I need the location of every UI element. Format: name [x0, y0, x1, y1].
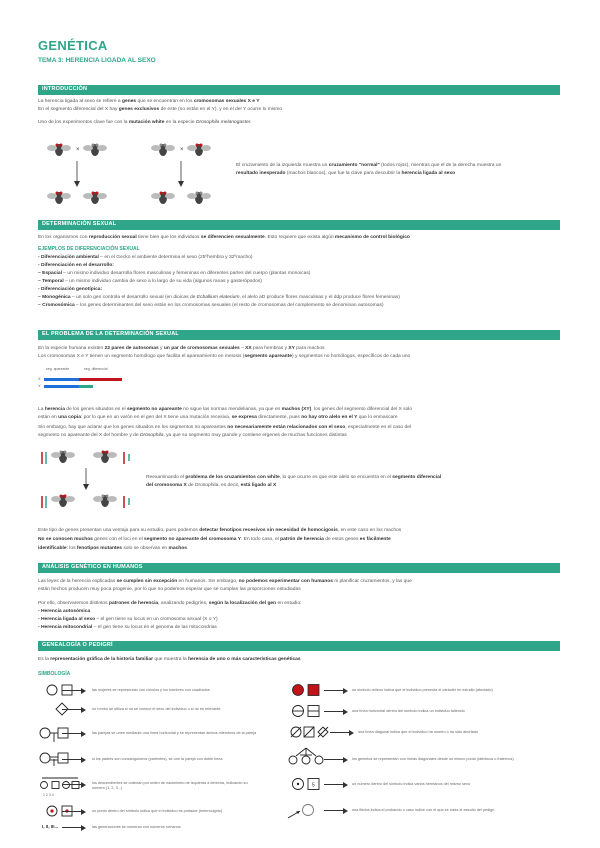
prob-p5: Sin embargo, hay que aclarar que los genes situados en los segmentos no apareantes no necesariamente están relacionados con el sexo, especialmente en el caso del	[38, 425, 411, 430]
det-l4: – Temporal – un mismo individuo cambia de sexo a lo largo de su vida (algunos ranas y gasterópodos)	[38, 279, 262, 284]
arrow-right-1	[324, 690, 346, 691]
generation-label: I, II, III...	[42, 824, 59, 829]
sym-left-desc-6: un punto dentro del símbolo indica que el individuo es portador (heterocigoto)	[92, 809, 223, 813]
intro-p2: En el segmento diferencial del X hay genes exclusivos de este (no están en el Y), y en el del Y ocurre lo mismo	[38, 107, 283, 112]
sym-right-desc-3: una línea diagonal indica que el individuo ha muerto o ha sido abortado	[358, 730, 479, 734]
anal-l1: - Herencia autosómica	[38, 609, 91, 614]
prob-p7: Este tipo de genes presentan una ventaja para su estudio, pues podemos detectar fenotipos recesivos sin necesidad de homocigosis, en este caso en los machos	[38, 528, 402, 533]
section-problema-header: EL PROBLEMA DE LA DETERMINACIÓN SEXUAL	[38, 330, 560, 340]
sym-left-desc-2: un rombo se utiliza si no se conoce el sexo del individuo o si no es relevante	[92, 707, 221, 711]
prob-p4: están en una copia: por lo que en un varón en el gen del X tiene una mutación recesiva, se expresa directamente, pues no hay otro alelo en el Y que lo enmascare	[38, 415, 398, 420]
det-l1: - Diferenciación ambiental – en el Gecko el ambiente determina el sexo (25ºhembra y 32ºmacho)	[38, 255, 253, 260]
sym-left-desc-3: las parejas se unen mediante una línea horizontal y se representan ambos miembros de la pareja	[92, 731, 257, 735]
anal-l2: - Herencia ligada al sexo – el gen tiene su locus en un cromosoma sexual (X o Y)	[38, 617, 218, 622]
arrow-left-6	[62, 811, 84, 812]
label-seg-diferencial: seg. diferencial	[84, 367, 108, 371]
pedigree-symbols-left	[38, 680, 82, 832]
page-title: GENÉTICA	[38, 38, 108, 53]
arrow-left-4	[62, 759, 84, 760]
anal-l3: - Herencia mitocondrial – el gen tiene su locus en el genoma de las mitocondrias	[38, 625, 217, 630]
intro-p1: La herencia ligada al sexo se refiere a genes que se encuentran en los cromosomas sexuales X e Y	[38, 99, 260, 104]
det-p1: En los organismos con reproducción sexual tiene bien que los individuos se diferencien sexualmente. Esto requiere que exista algún mecanismo de control biológico	[38, 235, 410, 240]
det-l6: – Monogénica – un solo gen controla el desarrollo sexual (en dioicas de Ecballium elaterium, el alelo aD produce flores masculinas y el ddp produce flores femeninas)	[38, 295, 400, 300]
fig1-caption-2: resultado inesperado (machos blancos), que fue la clave para descubrir la herencia ligada al sexo	[236, 171, 456, 176]
sym-left-desc-7: las generaciones se numeran con números romanos	[92, 825, 181, 829]
y-chromosome-diferencial	[79, 385, 93, 388]
prob-p6: segmento no apareante del X del hombre y de Drosophila, ya que su segmento muy grande y contiene ergenes de muchas funciones distintas	[38, 433, 347, 438]
arrow-left-1	[62, 690, 84, 691]
sym-right-desc-1: un símbolo relleno indica que el individuo presenta el carácter en estudio (afectado)	[352, 688, 493, 692]
label-seg-apareante: seg. apareante	[46, 367, 70, 371]
prob-p9: identificable: los fenotipos mutantes solo se observan en machos	[38, 546, 187, 551]
sym-left-desc-1: las mujeres se representan con círculos y los hombres con cuadrados	[92, 688, 210, 692]
arrow-right-4	[324, 759, 346, 760]
anal-p2: están hechos producen muy poca progenie, por lo que no podemos esperar que se cumplan las proporciones estudiadas	[38, 587, 301, 592]
fig2-caption-1: Reexaminando el problema de los cruzamientos con white, lo que ocurre es que este alelo se encuentra en el segmento diferencial	[146, 475, 442, 480]
section-analisis-header: ANÁLISIS GENÉTICO EN HUMANOS	[38, 563, 560, 573]
fly-cross-illustration	[40, 137, 225, 215]
x-chromosome-apareante	[44, 378, 79, 381]
section-genealogia-header: GENEALOGÍA O PEDIGRÍ	[38, 641, 560, 651]
arrow-left-5	[62, 784, 84, 785]
prob-p3: La herencia de los genes situados en el segmento no apareante no sigue las normas mendelianas, ya que en machos (XY), los genes del segmento diferencial del X solo	[38, 407, 413, 412]
svg-text:5: 5	[312, 782, 315, 789]
chrom-y-label: Y	[38, 383, 41, 388]
fig2-caption-2: del cromosoma X de Drosophila, es decir, está ligado al X	[146, 483, 277, 488]
anal-p3: Por ello, observaremos distintos patrones de herencia, analizando pedigríes, según la localización del gen en estudio:	[38, 601, 302, 606]
chrom-x-label: X	[38, 376, 41, 381]
anal-p1: Las leyes de la herencia explicadas se cumplen sin excepción en humanos. Sin embargo, no podemos experimentar con humanos ni planificar cruzamientos, y las que	[38, 579, 412, 584]
arrow-left-3	[62, 733, 84, 734]
simbologia-heading: SIMBOLOGÍA	[38, 671, 71, 677]
gen-p1: Es la representación gráfica de la historia familiar que muestra la herencia de uno o más características genéticas	[38, 657, 301, 662]
prob-p1: En la especie humana existen 22 pares de autosomas y un par de cromosomas sexuales – XX para hembras y XY para machos	[38, 346, 325, 351]
sibling-order-numbers: 1 2 3 4	[43, 793, 54, 797]
pedigree-symbols-right	[286, 680, 336, 830]
svg-text:×: ×	[76, 147, 80, 153]
sym-right-desc-6: una flecha indica el probando o caso índice con el que se inicia el estudio del pedigrí	[352, 808, 495, 812]
sym-left-desc-4: si los padres son consanguíneos (parientes), se une la pareja con doble línea	[92, 757, 223, 761]
det-l5: - Diferenciación genotípica:	[38, 287, 103, 292]
sym-left-desc-5: los descendientes se ordenan por orden de nacimiento de izquierda a derecha, indicando su número (1, 2, 3...)	[92, 781, 248, 790]
det-l3: – Espacial – un mismo individuo desarrolla flores masculinas y femeninas en diferentes partes del cuerpo (plantas monoicas)	[38, 271, 311, 276]
prob-p8: No se conocen muchos genes con el loci en el segmento no apareante del cromosoma Y. En todo caso, el patrón de herencia de estos genes es fácilmente	[38, 537, 391, 542]
sym-right-desc-2: una línea horizontal dentro del símbolo indica un individuo fallecido	[352, 709, 465, 713]
fly-cross-illustration-2	[40, 446, 138, 514]
sym-right-desc-4: los gemelos se representan con líneas diagonales desde un mismo punto (idénticos o fraternos)	[352, 757, 514, 761]
det-l7: – Cromosómica – los genes determinantes del sexo están en los cromosomas sexuales (el resto de cromosomas del complemento se denominan autosomas)	[38, 303, 384, 308]
fig1-caption-1: El cruzamiento de la izquierda muestra un cruzamiento "normal" (todos rojos), mientras que el de la derecha muestra un	[236, 163, 502, 168]
section-det-header: DETERMINACIÓN SEXUAL	[38, 220, 560, 230]
x-chromosome-diferencial	[79, 378, 122, 381]
page-subtitle: TEMA 3: HERENCIA LIGADA AL SEXO	[38, 57, 156, 64]
section-intro-header: INTRODUCCIÓN	[38, 85, 560, 95]
sym-right-desc-5: un número dentro del símbolo indica varios hermanos del mismo sexo	[352, 782, 470, 786]
arrow-right-2	[324, 711, 346, 712]
svg-text:×: ×	[180, 147, 184, 153]
det-subhead: EJEMPLOS DE DIFERENCIACIÓN SEXUAL	[38, 246, 140, 252]
arrow-left-7	[62, 827, 84, 828]
arrow-left-2	[62, 709, 84, 710]
arrow-right-6	[324, 810, 346, 811]
det-l2: - Diferenciación en el desarrollo:	[38, 263, 114, 268]
y-chromosome-apareante	[44, 385, 79, 388]
arrow-right-3	[330, 732, 352, 733]
intro-p3: Uno de los experimentos clave fue con la mutación white en la especie Drosophila melanogaster.	[38, 120, 252, 125]
prob-p2: Los cromosomas X e Y tienen un segmento homólogo que facilita el apareamiento en meiosis (segmento apareante) y segmentos no homólogos, específicos de cada uno	[38, 354, 411, 359]
arrow-right-5	[324, 784, 346, 785]
